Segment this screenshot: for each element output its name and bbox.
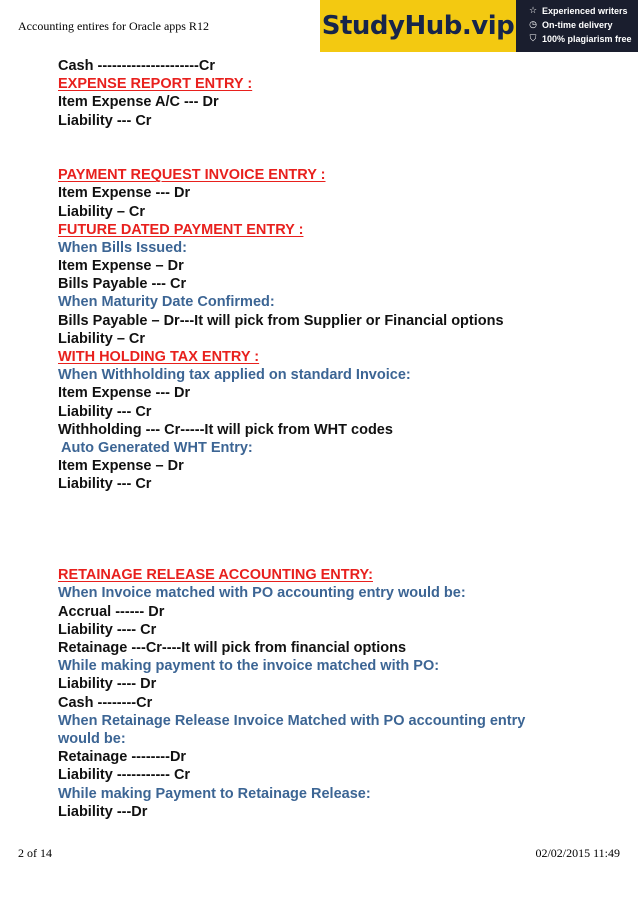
- ad-feature-on-time-delivery: [528, 19, 638, 31]
- journal-entry-line: Liability – Cr: [58, 330, 146, 347]
- document-body: [58, 57, 618, 821]
- journal-entry-line: Liability ---Dr: [58, 803, 148, 820]
- section-heading: RETAINAGE RELEASE ACCOUNTING ENTRY:: [58, 567, 373, 584]
- journal-entry-line: Liability ---- Dr: [58, 676, 157, 693]
- ad-feature-plagiarism-free: [528, 33, 638, 45]
- print-timestamp: 02/02/2015 11:49: [535, 846, 620, 860]
- subheading: While making Payment to Retainage Release:: [58, 785, 371, 802]
- journal-entry-line: Cash --------Cr: [58, 694, 153, 711]
- subheading: When Invoice matched with PO accounting entry would be:: [58, 585, 466, 602]
- ad-feature-label: 100% plagiarism free: [542, 34, 632, 44]
- studyhub-ad-banner[interactable]: [320, 0, 638, 52]
- journal-entry-line: Bills Payable – Dr---It will pick from Supplier or Financial options: [58, 312, 504, 329]
- journal-entry-line: Liability ---- Cr: [58, 621, 157, 638]
- journal-entry-line: Liability – Cr: [58, 203, 146, 220]
- ad-feature-label: Experienced writers: [542, 6, 628, 16]
- subheading: When Maturity Date Confirmed:: [58, 294, 275, 311]
- shield-check-icon: ⛉: [529, 34, 537, 44]
- journal-entry-line: Liability --- Cr: [58, 476, 152, 493]
- section-heading: WITH HOLDING TAX ENTRY :: [58, 349, 260, 365]
- journal-entry-line: Item Expense – Dr: [58, 458, 184, 475]
- subheading: When Retainage Release Invoice Matched with PO accounting entry: [58, 712, 526, 729]
- section-heading: FUTURE DATED PAYMENT ENTRY :: [58, 221, 304, 238]
- journal-entry-line: Cash ---------------------Cr: [58, 58, 216, 74]
- section-heading: PAYMENT REQUEST INVOICE ENTRY :: [58, 167, 326, 184]
- section-heading: EXPENSE REPORT ENTRY :: [58, 76, 253, 93]
- subheading: While making payment to the invoice matched with PO:: [58, 658, 440, 675]
- journal-entry-line: Retainage ---Cr----It will pick from financial options: [58, 640, 407, 656]
- blank-line: [58, 548, 618, 566]
- journal-entry-line: Withholding --- Cr-----It will pick from WHT codes: [58, 421, 393, 438]
- page-number: 2 of 14: [18, 846, 52, 860]
- blank-line: [58, 148, 618, 166]
- subheading: When Bills Issued:: [58, 239, 187, 256]
- journal-entry-line: Liability ----------- Cr: [58, 767, 191, 784]
- blank-line: [58, 530, 618, 548]
- journal-entry-line: Item Expense --- Dr: [58, 385, 191, 402]
- journal-entry-line: Item Expense --- Dr: [58, 185, 191, 202]
- ad-feature-experienced-writers: [528, 5, 638, 17]
- subheading: Auto Generated WHT Entry:: [61, 439, 253, 456]
- journal-entry-line: Bills Payable --- Cr: [58, 276, 187, 293]
- journal-entry-line: Liability --- Cr: [58, 403, 152, 420]
- ad-feature-label: On-time delivery: [542, 20, 613, 30]
- studyhub-logo[interactable]: StudyHub.vip: [320, 0, 516, 52]
- journal-entry-line: Liability --- Cr: [58, 112, 152, 129]
- blank-line: [58, 512, 618, 530]
- star-icon: ☆: [528, 6, 538, 16]
- journal-entry-line: Item Expense A/C --- Dr: [58, 94, 219, 111]
- subheading: When Withholding tax applied on standard Invoice:: [58, 367, 411, 384]
- journal-entry-line: Item Expense – Dr: [58, 258, 184, 275]
- ad-feature-list: [516, 0, 638, 52]
- subheading: would be:: [58, 730, 126, 747]
- print-header-title: Accounting entires for Oracle apps R12: [18, 19, 209, 33]
- journal-entry-line: Retainage --------Dr: [58, 749, 187, 766]
- blank-line: [58, 494, 618, 512]
- clock-icon: ◷: [529, 20, 537, 30]
- journal-entry-line: Accrual ------ Dr: [58, 603, 165, 620]
- blank-line: [58, 130, 618, 148]
